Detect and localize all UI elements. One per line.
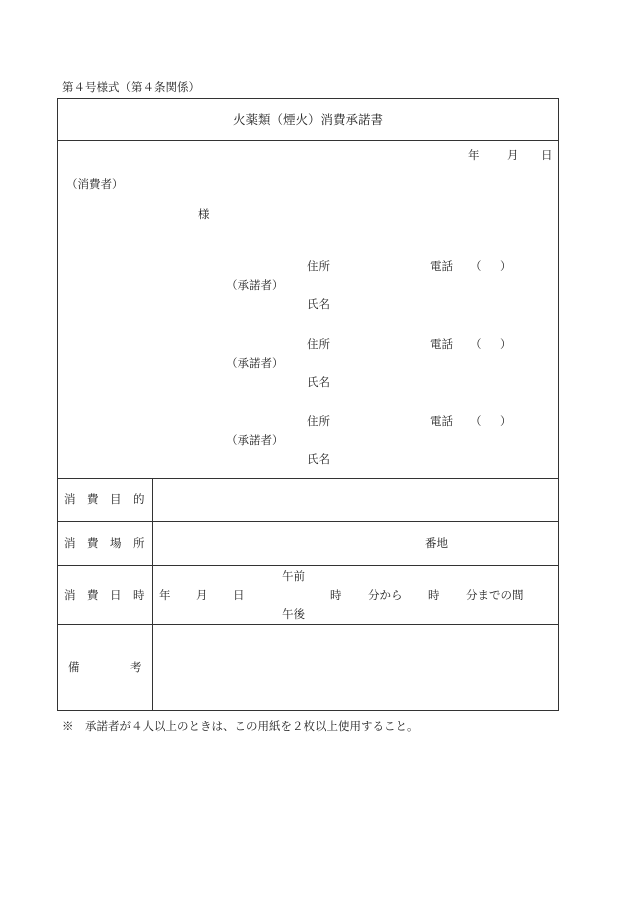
approver-section-divider bbox=[57, 478, 559, 479]
approver-phone-label: 電話 bbox=[430, 414, 453, 428]
purpose-row-divider bbox=[57, 521, 559, 522]
phone-paren-open: （ bbox=[470, 259, 482, 273]
datetime-hour-from-label: 時 bbox=[330, 588, 342, 602]
location-row-divider bbox=[57, 565, 559, 566]
datetime-hour-to-label: 時 bbox=[428, 588, 440, 602]
datetime-minute-from-label: 分から bbox=[368, 588, 403, 602]
datetime-row-divider bbox=[57, 624, 559, 625]
phone-paren-open: （ bbox=[470, 414, 482, 428]
date-month-label: 月 bbox=[507, 148, 519, 162]
label-column-divider bbox=[152, 478, 153, 711]
honorific-sama: 様 bbox=[198, 207, 210, 221]
datetime-minute-to-label: 分までの間 bbox=[466, 588, 524, 602]
datetime-pm-label: 午後 bbox=[282, 607, 305, 621]
approver-role-label: （承諾者） bbox=[226, 356, 284, 370]
phone-paren-open: （ bbox=[470, 337, 482, 351]
phone-paren-close: ） bbox=[500, 259, 512, 273]
footnote: ※ 承諾者が４人以上のときは、この用紙を２枚以上使用すること。 bbox=[62, 719, 419, 733]
form-number: 第４号様式（第４条関係） bbox=[62, 80, 200, 94]
approver-phone-label: 電話 bbox=[430, 337, 453, 351]
form-frame bbox=[57, 98, 559, 711]
approver-role-label: （承諾者） bbox=[226, 278, 284, 292]
datetime-label: 消 費 日 時 bbox=[64, 588, 145, 602]
date-day-label: 日 bbox=[541, 148, 553, 162]
approver-name-label: 氏名 bbox=[307, 375, 330, 389]
datetime-am-label: 午前 bbox=[282, 569, 305, 583]
datetime-day-label: 日 bbox=[233, 588, 245, 602]
approver-name-label: 氏名 bbox=[307, 452, 330, 466]
document-title: 火薬類（煙火）消費承諾書 bbox=[232, 112, 383, 127]
remarks-label-left: 備 bbox=[68, 660, 80, 674]
approver-phone-label: 電話 bbox=[430, 259, 453, 273]
phone-paren-close: ） bbox=[500, 414, 512, 428]
date-year-label: 年 bbox=[468, 148, 480, 162]
approver-role-label: （承諾者） bbox=[226, 433, 284, 447]
approver-address-label: 住所 bbox=[307, 414, 330, 428]
approver-name-label: 氏名 bbox=[307, 297, 330, 311]
purpose-label: 消 費 目 的 bbox=[64, 492, 145, 506]
datetime-year-label: 年 bbox=[159, 588, 171, 602]
datetime-month-label: 月 bbox=[196, 588, 208, 602]
remarks-label-right: 考 bbox=[130, 660, 142, 674]
phone-paren-close: ） bbox=[500, 337, 512, 351]
location-lot-label: 番地 bbox=[425, 536, 448, 550]
approver-address-label: 住所 bbox=[307, 337, 330, 351]
title-divider bbox=[57, 140, 559, 141]
location-label: 消 費 場 所 bbox=[64, 536, 145, 550]
consumer-label: （消費者） bbox=[66, 177, 124, 191]
approver-address-label: 住所 bbox=[307, 259, 330, 273]
